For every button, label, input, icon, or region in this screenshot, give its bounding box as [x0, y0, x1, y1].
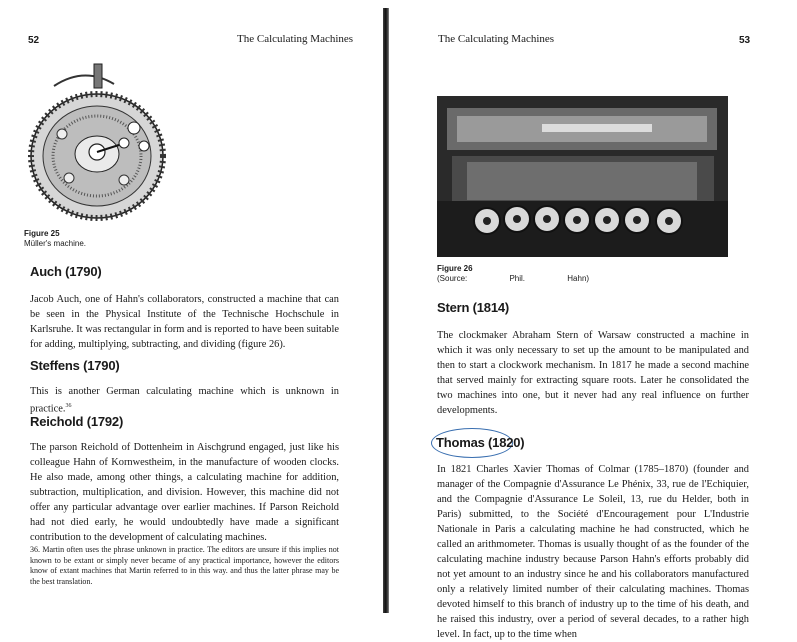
footnote: 36. Martin often uses the phrase unknown in practice. The editors are unsure if this implies not known to be extant or simply never became of any practical importance, however the editors know of extant machines that Martin referred to in this way. and thus the latter phrase may be the best translation.: [30, 545, 339, 586]
page-number: 53: [739, 35, 751, 46]
figure-26-caption: [437, 264, 589, 284]
section-heading-steffens: Steffens (1790): [30, 358, 120, 373]
section-heading-thomas: Thomas (1820): [436, 435, 525, 450]
figure-25-caption: [24, 229, 86, 249]
figure-label: Figure 25: [24, 229, 60, 238]
figure-caption-text: Müller's machine.: [24, 239, 86, 248]
running-head: The Calculating Machines: [237, 33, 354, 45]
source-name-2: Hahn): [567, 274, 590, 283]
steffens-text: This is another German calculating machine which is unknown in practice.: [30, 386, 339, 415]
running-head: The Calculating Machines: [438, 33, 555, 45]
figure-source: [437, 274, 589, 284]
section-text-stern: The clockmaker Abraham Stern of Warsaw constructed a machine in which it was only necessary to set up the amount to be manipulated and then to start a clockwork mechanism. In 1817 he made a second machine that served mainly for extracting square roots. Later he consolidated the two machines into one, but it never had any real influence on further developments.: [437, 330, 749, 416]
figure-label: Figure 26: [437, 264, 473, 273]
figure-25-illustration: [24, 56, 170, 226]
section-text-auch: Jacob Auch, one of Hahn's collaborators, constructed a machine that can be seen in the Physical Institute of the Technische Hochschule in Karlsruhe. It was rectangular in form and is reported to have been suitable for adding, multiplying, subtracting, and dividing (figure 26).: [30, 294, 339, 350]
left-page: [0, 0, 383, 617]
section-text-steffens: [30, 384, 339, 416]
section-text-thomas: In 1821 Charles Xavier Thomas of Colmar (1785–1870) (founder and manager of the Compagnie d'Assurance Le Phénix, 33, rue de l'Echiquier, and the Compagnie d'Assurance Le Soleil, 13, rue du Helder, both in Paris) submitted, to the Société d'Encouragement pour L'Industrie Nationale in Paris a calculating machine he had constructed, which he called an arithmometer. Thomas is usually thought of as the founder of the calculating machine industry because Parson Hahn's efforts probably did not yet amount to an industry since he and his collaborators manufactured only a relatively limited number of their calculating machines. Thomas devoted himself to this branch of industry up to the time of his death, and he raised this industry, over a period of several decades, to a rather high level. In fact, up to the time when: [437, 464, 749, 640]
figure-26-photo: [437, 96, 728, 257]
section-heading-auch: Auch (1790): [30, 264, 102, 279]
footnote-ref: 36: [65, 403, 72, 409]
source-label: (Source:: [437, 274, 468, 283]
section-text-reichold: The parson Reichold of Dottenheim in Aischgrund engaged, just like his colleague Hahn of Kornwestheim, in the manufacture of wooden clocks. He also made, among other things, a calculating machine for addition, subtraction, multiplication, and division. However, this machine did not offer any particular advantage over earlier machines. If Parson Reichold had not died early, he would undoubtedly have made a significant contribution to the development of calculating machines.: [30, 442, 339, 543]
section-heading-stern: Stern (1814): [437, 300, 510, 315]
source-name: Phil.: [509, 274, 526, 283]
section-heading-reichold: Reichold (1792): [30, 414, 124, 429]
book-spine: [383, 8, 389, 613]
page-number: 52: [28, 35, 40, 46]
